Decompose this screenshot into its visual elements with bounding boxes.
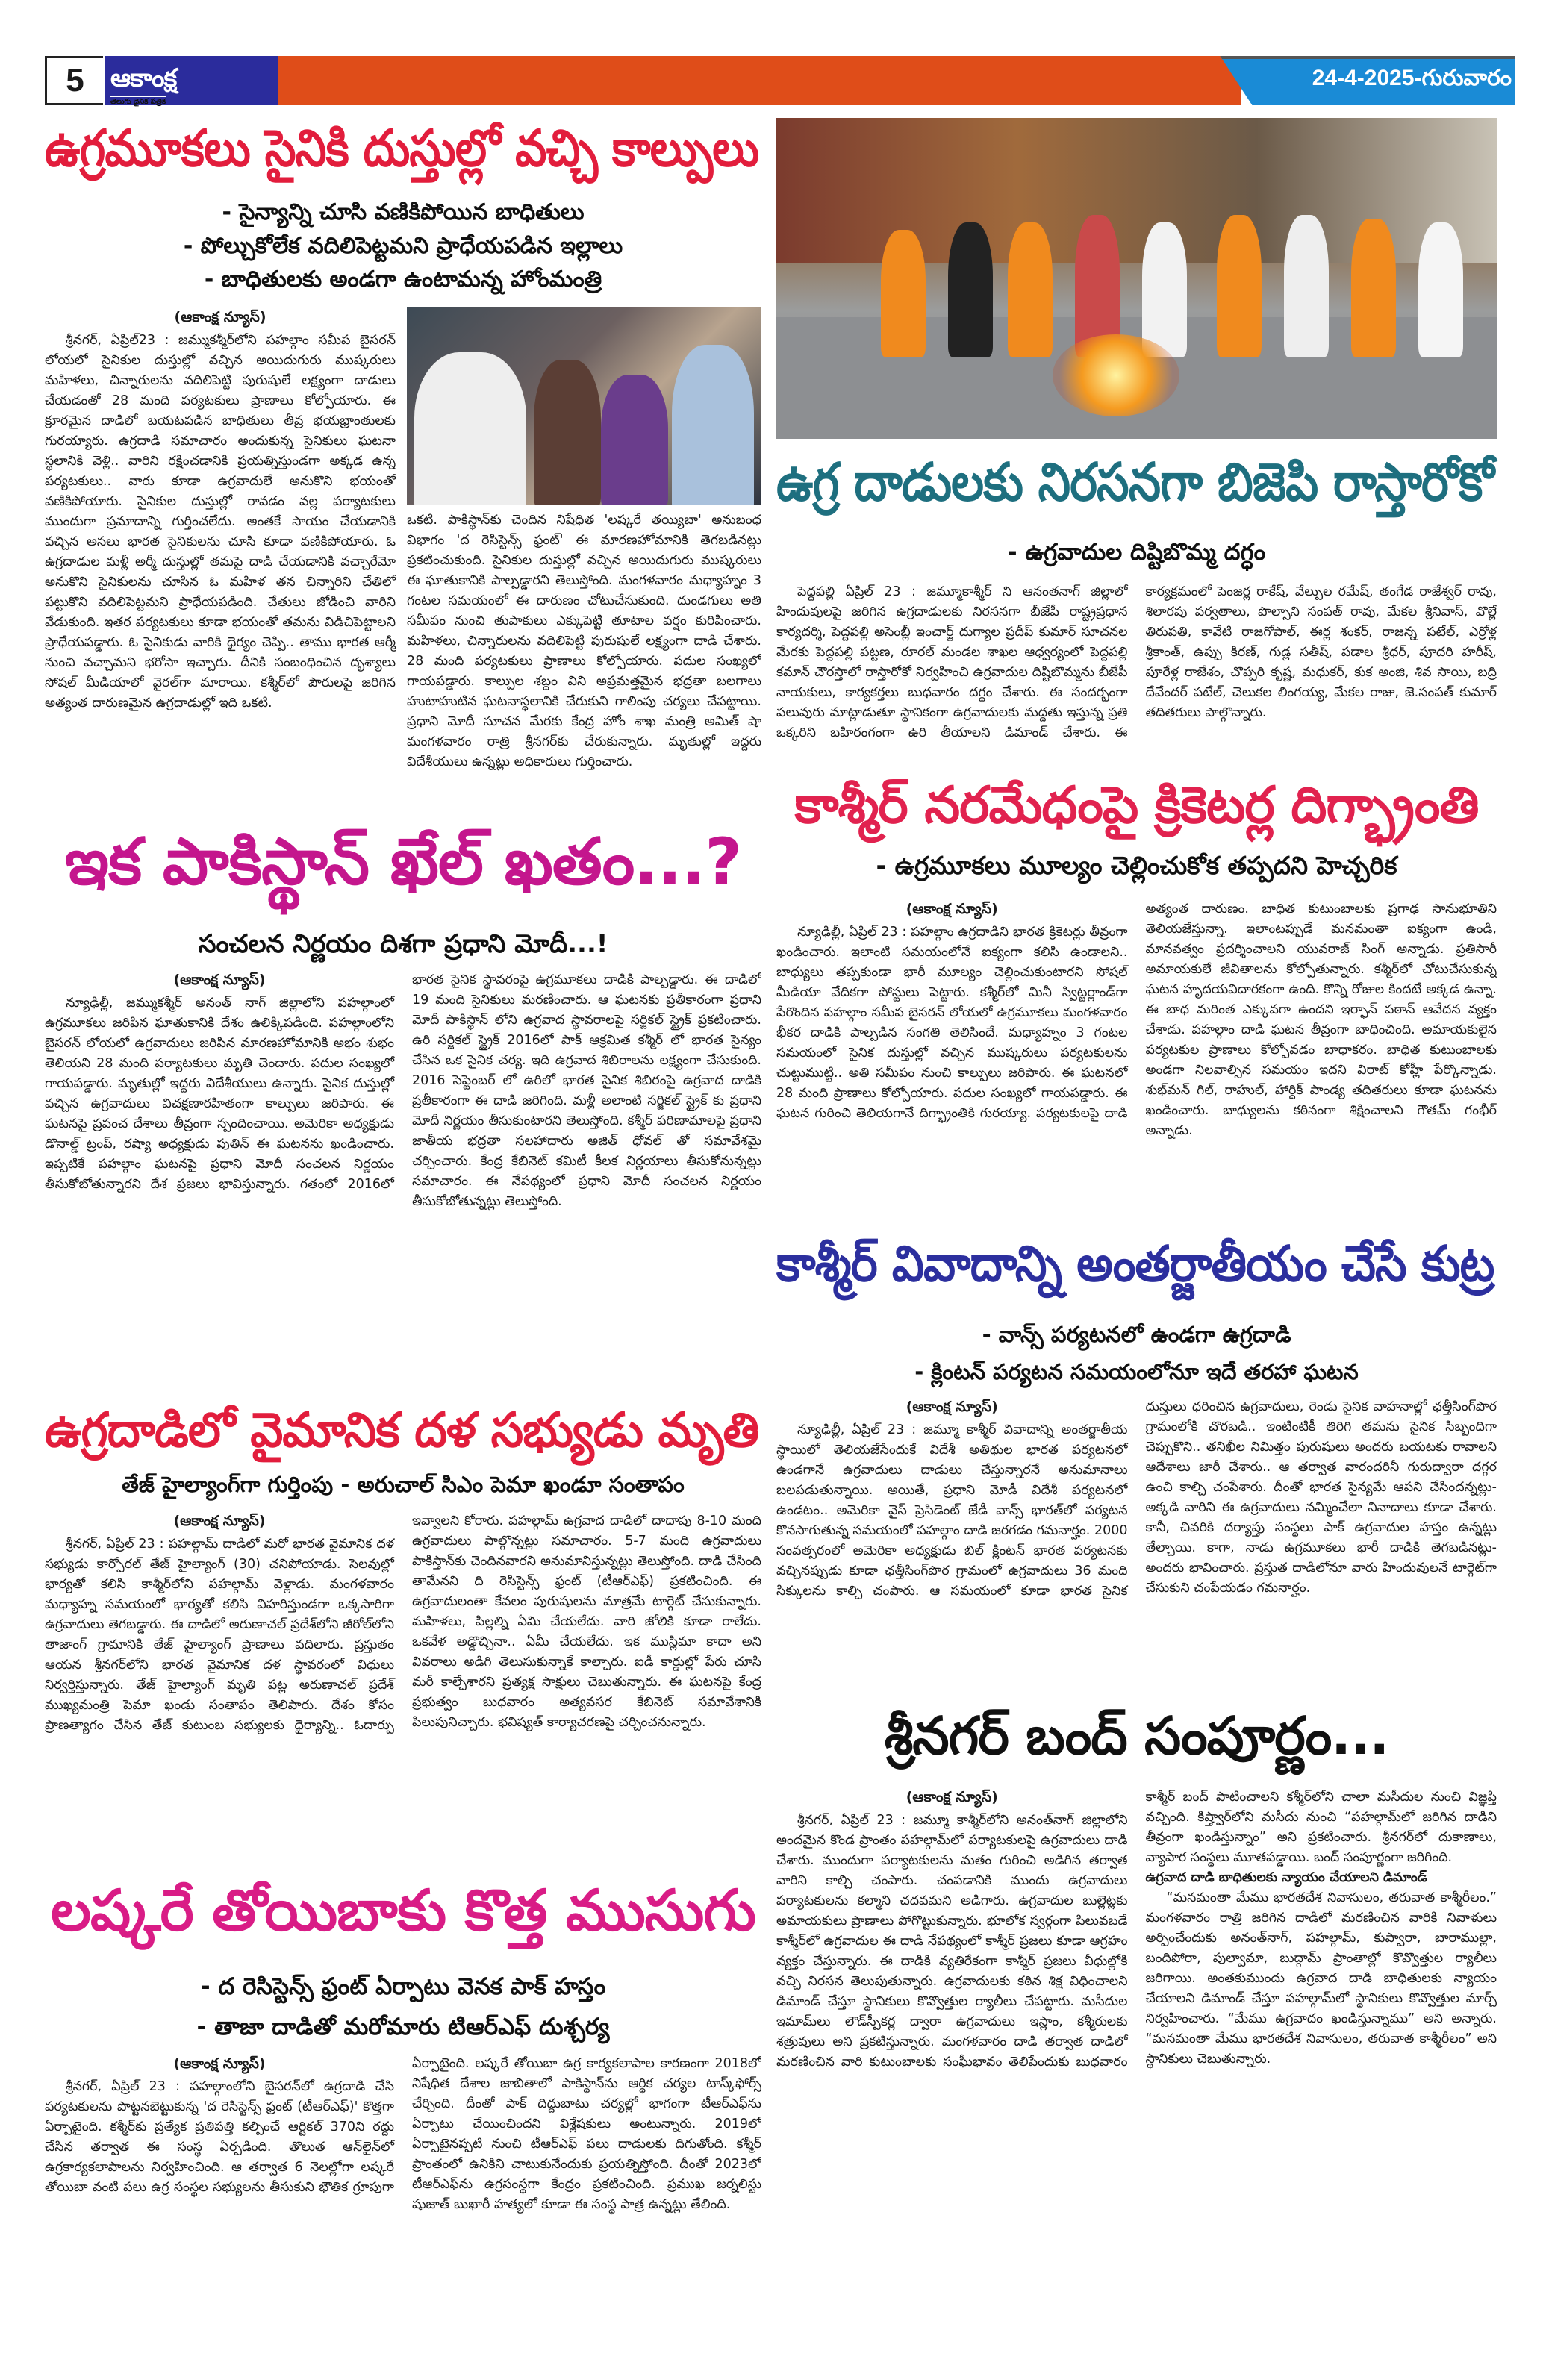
body-text: న్యూఢిల్లీ, ఏప్రిల్ 23 : జమ్మూ కాశ్మీర్ వివాదాన్ని అంతర్జాతీయ స్థాయిలో తెలియజేసేందుకే విదేశీ అతిథుల భారత పర్యటనలో ఉండగానే ఉగ్రవాదులు దాడులు చేస్తున్నారనే అనుమానాలు బలపడుతున్నాయి. అయితే, ప్రధాని మోడీ విదేశీ పర్యటనలో ఉండటం.. అమెరికా వైస్ ప్రెసిడెంట్ జేడీ వాన్స్ భారత్‌లో పర్యటన కొనసాగుతున్న సమయంలో పహల్గాం దాడి జరగడం గమనార్హం. 2000 సంవత్సరంలో అమెరికా అధ్యక్షుడు బిల్ క్లింటన్ భారత పర్యటనకు వచ్చినప్పుడు కూడా ఛత్తీసింగ్‌పొర గ్రామంలో ఉగ్రవాదులు 36 మంది సిక్కులను కాల్చి చంపారు. ఆ సమయంలో కూడా భారత సైనిక దుస్తులు ధరించిన ఉగ్రవాదులు, రెండు సైనిక వాహనాల్లో ఛత్తీసింగ్‌పొర గ్రామంలోకి చొరబడి.. ఇంటింటికీ తిరిగి తమను సైనిక సిబ్బందిగా చెప్పుకొని.. తనిఖీల నిమిత్తం పురుషులు అందరు బయటకు రావాలని ఆదేశాలు జారీ చేశారు.. ఆ తర్వాత వారందరినీ గురుద్వారా దగ్గర ఉంచి కాల్చి చంపేశారు. దీంతో భారత సైన్యమే ఆపని చేసిందన్నట్లు- అక్కడి వారిని ఈ ఉగ్రవాదులు నమ్మించేలా నినాదాలు కూడా చేశారు. కానీ, చివరికి దర్యాప్తు సంస్థలు పాక్ ఉగ్రవాదుల హస్తం ఉన్నట్లు తేల్చాయి. కాగా, నాడు ఉగ్రమూకలు భారీ దాడికి తెగబడినట్లు- అందరు భావించారు. ప్రస్తుత దాడిలోనూ వారు హిందువులనే టార్గెట్‌గా చేసుకుని చంపేయడం గమనార్హం.: [776, 1399, 1497, 1599]
subhead-a6: - ఉగ్రమూకలు మూల్యం చెల్లించుకోక తప్పదని హెచ్చరిక: [876, 851, 1397, 880]
news-credit: (ఆకాంక్ష న్యూస్): [173, 972, 266, 988]
article-body-a7: [776, 1397, 1497, 1696]
headline-bjp-rasta-roko: ఉగ్ర దాడులకు నిరసనగా బిజెపి రాస్తారోకో: [776, 452, 1494, 513]
article-body-a4: [45, 2054, 761, 2360]
page-number: 5: [45, 56, 103, 105]
subhead: - వాన్స్ పర్యటనలో ఉండగా ఉగ్రదాడి: [982, 1322, 1291, 1347]
issue-date: 24-4-2025-గురువారం: [1312, 66, 1512, 90]
subhead-a5: - ఉగ్రవాదుల దిష్టిబొమ్మ దగ్ధం: [1007, 539, 1266, 566]
article-body-a6: [776, 899, 1497, 1228]
header-band: [278, 56, 1241, 105]
subhead: - క్లింటన్ పర్యటన సమయంలోనూ ఇదే తరహా ఘటన: [914, 1359, 1359, 1384]
news-credit: (ఆకాంక్ష న్యూస్): [173, 1513, 266, 1529]
subhead-a2: సంచలన నిర్ణయం దిశగా ప్రధాని మోదీ...!: [198, 929, 608, 959]
body-text: పెద్దపల్లి ఏప్రిల్ 23 : జమ్మూకాశ్మీర్ ని ఆనంతనాగ్ జిల్లాలో హిందువులపై జరిగిన ఉగ్రదాడులకు నిరసనగా బీజేపీ రాష్ట్రప్రధాన కార్యదర్శి, పెద్దపల్లి అసెంబ్లీ ఇంచార్జ్ దుగ్యాల ప్రదీప్ కుమార్ సూచనల మేరకు పెద్దపల్లి పట్టణ, రూరల్ మండల శాఖల ఆధ్వర్యంలో పెద్దపల్లి కమాన్ చౌరస్తాలో రాస్తారోకో నిర్వహించి ఉగ్రవాదుల దిష్టిబొమ్మను బీజేపీ నాయకులు, కార్యకర్తలు బుధవారం దగ్ధం చేశారు. ఈ సందర్భంగా పలువురు మాట్లాడుతూ స్థానికంగా ఉగ్రవాదులకు మద్దతు ఇస్తున్న ప్రతి ఒక్కరిని బహిరంగంగా ఉరి తీయాలని డిమాండ్ చేశారు. ఈ కార్యక్రమంలో పెంజర్ల రాకేష్, వేల్పుల రమేష్, తంగేడ రాజేశ్వర్ రావు, శిలారపు పర్వతాలు, పొల్సాని సంపత్ రావు, మేకల శ్రీనివాస్, వొల్లే తిరుపతి, కావేటి రాజగోపాల్, ఈర్ల శంకర్, రాజన్న పటేల్, ఎర్రోళ్ల శ్రీకాంత్, ఉప్పు కిరణ్, గుడ్ల సతీష్, పడాల శ్రీధర్, పూదరి హరీష్, పూరేళ్ల రాజేశం, చొప్పరి కృష్ణ, మధుకర్, కుక అంజి, శివ సాయి, బద్రి దేవేందర్ పటేల్, చెలుకల లింగయ్య, మేకల రాజు, జె.సంపత్ కుమార్ తదితరులు పాల్గొన్నారు.: [776, 584, 1497, 740]
body-text: శ్రీనగర్, ఏప్రిల్ 23 : పహల్గామ్ దాడిలో మరో భారత వైమానిక దళ సభ్యుడు కార్పోరల్ తేజ్ హైల్యాంగ్ (30) చనిపోయాడు. సెలవుల్లో భార్యతో కలిసి కాశ్మీర్‌లోని పహల్గామ్ వెళ్లాడు. మంగళవారం మధ్యాహ్న సమయంలో భార్యతో కలిసి విహరిస్తుండగా ఒక్కసారిగా ఉగ్రవాదులు తెగబడ్డారు. ఈ దాడిలో అరుణాచల్ ప్రదేశ్‌లోని జీరోల్‌లోని తాజాంగ్ గ్రామానికి తేజ్ హైల్యాంగ్ ప్రాణాలు వదిలారు. ప్రస్తుతం ఆయన శ్రీనగర్‌లోని భారత వైమానిక దళ స్థావరంలో విధులు నిర్వర్తిస్తున్నారు. తేజ్ హైల్యాంగ్ మృతి పట్ల అరుణాచల్ ప్రదేశ్ ముఖ్యమంత్రి పెమా ఖండు సంతాపం తెలిపారు. దేశం కోసం ప్రాణత్యాగం చేసిన తేజ్ కుటుంబ సభ్యులకు ధైర్యాన్ని.. ఓదార్పు ఇవ్వాలని కోరారు. పహల్గామ్ ఉగ్రవాద దాడిలో దాదాపు 8-10 మంది ఉగ్రవాదులు పాల్గొన్నట్లు సమాచారం. 5-7 మంది ఉగ్రవాదులు పాకిస్తాన్‌కు చెందినవారని అనుమానిస్తున్నట్లు తెలుస్తోంది. దాడి చేసింది తామేనని ది రెసిస్టెన్స్ ఫ్రంట్ (టీఆర్ఎఫ్) ప్రకటించింది. ఈ ఉగ్రవాదులంతా కేవలం పురుషులను మాత్రమే టార్గెట్ చేసుకున్నారు. మహిళలు, పిల్లల్ని ఏమి చేయలేదు. వారి జోలికి కూడా రాలేదు. ఒకవేళ అడ్డొచ్చినా.. ఏమీ చేయలేదు. ఇక ముస్లిమా కాదా అని వివరాలు అడిగి తెలుసుకున్నాకే కాల్చారు. ఐడీ కార్డుల్లో పేరు చూసి మరీ కాల్చేశారని ప్రత్యక్ష సాక్షులు చెబుతున్నారు. ఈ ఘటనపై కేంద్ర ప్రభుత్వం బుధవారం అత్యవసర కేబినెట్ సమావేశానికి పిలుపునిచ్చారు. భవిష్యత్ కార్యాచరణపై చర్చించనున్నారు.: [45, 1514, 761, 1733]
news-credit: (ఆకాంక్ష న్యూస్): [905, 1399, 998, 1415]
headline-srinagar-bandh: శ్రీనగర్ బంద్ సంపూర్ణం...: [884, 1705, 1389, 1767]
body-text: శ్రీనగర్, ఏప్రిల్ 23 : పహల్గాంలోని బైసరన్‌లో ఉగ్రదాడి చేసి పర్యటకులను పొట్టనబెట్టుకున్న 'ద రెసిస్టెన్స్ ఫ్రంట్ (టీఆర్ఎఫ్)' కొత్తగా ఏర్పాటైంది. కశ్మీర్‌కు ప్రత్యేక ప్రతిపత్తి కల్పించే ఆర్టికల్ 370ని రద్దు చేసిన తర్వాత ఈ సంస్థ ఏర్పడింది. తొలుత ఆన్‌లైన్‌లో ఉగ్రకార్యకలాపాలను నిర్వహించింది. ఆ తర్వాత 6 నెలల్లోగా లష్కరే తోయిబా వంటి పలు ఉగ్ర సంస్థల సభ్యులను తీసుకుని భౌతిక గ్రూపుగా ఏర్పాటైంది. లష్కరే తోయిబా ఉగ్ర కార్యకలాపాల కారణంగా 2018లో నిషేధిత దేశాల జాబితాలో పాకిస్థాన్‌ను ఆర్థిక చర్యల టాస్క్‌ఫోర్స్ చేర్చింది. దీంతో పాక్ దిద్దుబాటు చర్యల్లో భాగంగా టీఆర్ఎఫ్‌ను ఏర్పాటు చేయించిందని విశ్లేషకులు అంటున్నారు. 2019లో ఏర్పాటైనప్పటి నుంచి టీఆర్ఎఫ్ పలు దాడులకు దిగుతోంది. కశ్మీర్ ప్రాంతంలో ఉనికిని చాటుకునేందుకు ప్రయత్నిస్తోంది. దీంతో 2023లో టీఆర్ఎఫ్‌ను ఉగ్రసంస్థగా కేంద్రం ప్రకటించింది. ప్రముఖ జర్నలిస్టు షుజాత్ బుఖారీ హత్యలో కూడా ఈ సంస్థ పాత్ర ఉన్నట్లు తేలింది.: [45, 2056, 761, 2212]
headline-lashkar-new-mask: లష్కరే తోయిబాకు కొత్త ముసుగు: [51, 1877, 755, 1943]
article-body-a5: [776, 582, 1497, 765]
article-body-a2: [45, 970, 761, 1396]
logo-name: ఆకాంక్ష: [110, 63, 177, 93]
body-text: శ్రీనగర్, ఏప్రిల్23 : జమ్ముకశ్మీర్‌లోని పహల్గాం సమీప బైసరన్ లోయలో సైనికుల దుస్తుల్లో వచ్చిన అయిదుగురు ముష్కరులు మహిళలు, చిన్నారులను వదిలిపెట్టి పురుషులే లక్ష్యంగా దాడులు చేయడంతో 28 మంది పర్యటకులు ప్రాణాలు కోల్పోయారు. ఈ క్రూరమైన దాడిలో బయటపడిన బాధితులు తీవ్ర భయభ్రాంతులకు గురయ్యారు. ఉగ్రదాడి సమాచారం అందుకున్న సైనికులు ఘటనా స్థలానికి వెళ్లి.. వారిని రక్షించడానికి ప్రయత్నిస్తుండగా అక్కడ ఉన్న పర్యటకులు.. వారు కూడా ఉగ్రవాదులే అనుకొని భయంతో వణికిపోయారు. సైనికుల దుస్తుల్లో రావడం వల్ల పర్యాటకులు ముందుగా ప్రమాదాన్ని గుర్తించలేదు. అంతకే సాయం చేయడానికి వచ్చిన అసలు భారత సైనికులను చూసి కూడా వణికిపోయారు. ఓ ఉగ్రదాడుల మళ్లీ అర్మీ దుస్తుల్లో తమపై దాడి చేయడానికి వచ్చారేమో అనుకొని సైనికులను చూసిన ఓ మహిళ తన చిన్నారిని చేతిలో పట్టుకొని వదిలిపెట్టమని ప్రాధేయపడింది. చేతులు జోడించి వారిని వేడుకుంది. ఇతర పర్యటకులు కూడా భయంతో తమను విడిచిపెట్టాలని ప్రాధేయపడ్డారు. ఓ సైనికుడు వారికి ధైర్యం చెప్పి.. తాము భారత ఆర్మీ నుంచి వచ్చామని భరోసా ఇచ్చారు. దీనికి సంబంధించిన దృశ్యాలు సోషల్ మీడియాలో వైరల్‌గా మారాయి. కశ్మీర్‌లో పౌరులపై జరిగిన అత్యంత దారుణమైన ఉగ్రదాడుల్లో ఇది ఒకటి.: [45, 333, 396, 710]
news-credit: (ఆకాంక్ష న్యూస్): [173, 2055, 266, 2072]
logo-registration: [110, 57, 272, 64]
subhead-a3: తేజ్ హైల్యాంగ్‌గా గుర్తింపు - అరుచాల్ సిఎం పెమా ఖండూ సంతాపం: [122, 1472, 685, 1497]
headline-pakistan-game-over: ఇక పాకిస్థాన్ ఖేల్ ఖతం...?: [64, 825, 742, 899]
subhead: - తాజా దాడితో మరోమారు టిఆర్ఎఫ్ దుశ్చర్య: [196, 2014, 610, 2040]
subhead: - బాధితులకు అండగా ఉంటామన్న హోంమంత్రి: [204, 266, 602, 293]
article-body-a3: [45, 1511, 761, 1862]
subheads-a7: [776, 1316, 1497, 1390]
headline-airforce-member-killed: ఉగ్రదాడిలో వైమానిక దళ సభ్యుడు మృతి: [45, 1403, 758, 1458]
photo-home-minister-meets-victims: [407, 307, 761, 505]
photo-bjp-protest-effigy-burning: [776, 118, 1497, 439]
article-body-a8: [776, 1787, 1497, 2362]
article-body-a1-cont: [407, 510, 761, 806]
body-text: ఒకటి. పాకిస్థాన్‌కు చెందిన నిషేధిత 'లష్కరే తయ్యిబా' అనుబంధ విభాగం 'ద రెసిస్టెన్స్ ఫ్రంట్' ఈ మారణహోమానికి తెగబడినట్లు ప్రకటించుకుంది. సైనికుల దుస్తుల్లో వచ్చిన అయిదుగురు ముష్కరులు ఈ ఘాతుకానికి పాల్పడ్డారని తెలుస్తోంది. మంగళవారం మధ్యాహ్నం 3 గంటల సమయంలో ఈ దారుణం చోటుచేసుకుంది. దుండగులు అతి సమీపం నుంచి తుపాకులు ఎక్కుపెట్టి తూటాల వర్షం కురిపించారు. మహిళలు, చిన్నారులను వదిలిపెట్టి పురుషులే లక్ష్యంగా దాడి చేశారు. 28 మంది పర్యటకులు ప్రాణాలు కోల్పోయారు. పదుల సంఖ్యలో గాయపడ్డారు. కాల్పుల శబ్దం విని అప్రమత్తమైన భద్రతా బలగాలు హుటాహుటిన ఘటనాస్థలానికి చేరుకుని గాలింపు చర్యలు చేపట్టాయి. ప్రధాని మోదీ సూచన మేరకు కేంద్ర హోం శాఖ మంత్రి అమిత్ షా మంగళవారం రాత్రి శ్రీనగర్‌కు చేరుకున్నారు. మృతుల్లో ఇద్దరు విదేశీయులు ఉన్నట్లు అధికారులు గుర్తించారు.: [407, 513, 761, 769]
logo-tagline: తెలుగు దైనిక పత్రిక: [110, 98, 166, 106]
subhead: - ద రెసిస్టెన్స్ ఫ్రంట్ ఏర్పాటు వెనక పాక్ హస్తం: [200, 1973, 606, 2000]
body-text: న్యూఢిల్లీ, జమ్ముకశ్మీర్ అనంత్ నాగ్ జిల్లాలోని పహల్గాంలో ఉగ్రమూకలు జరిపిన ఘాతుకానికి దేశం ఉలిక్కిపడింది. పహల్గాంలోని బైసరన్ లోయలో ఉగ్రవాదులు జరిపిన మారణహోమానికి అభం శుభం తెలియని 28 మంది పర్యాటకులు మృతి చెందారు. పదుల సంఖ్యలో గాయపడ్డారు. మృతుల్లో ఇద్దరు విదేశీయులు ఉన్నారు. సైనిక దుస్తుల్లో వచ్చిన ఉగ్రవాదులు విచక్షణారహితంగా కాల్పులు జరిపారు. ఈ ఘటనపై ప్రపంచ దేశాలు తీవ్రంగా స్పందించాయి. అమెరికా అధ్యక్షుడు డొనాల్డ్ ట్రంప్, రష్యా అధ్యక్షుడు పుతిన్ ఈ ఘటనను ఖండించారు. ఇప్పటికే పహల్గాం ఘటనపై ప్రధాని మోదీ సంచలన నిర్ణయం తీసుకోబోతున్నారని దేశ ప్రజలు భావిస్తున్నారు. గతంలో 2016లో భారత సైనిక స్థావరంపై ఉగ్రమూకలు దాడికి పాల్పడ్డారు. ఈ దాడిలో 19 మంది సైనికులు మరణించారు. ఆ ఘటనకు ప్రతీకారంగా ప్రధాని మోదీ పాకిస్థాన్ లోని ఉగ్రవాద స్థావరాలపై సర్జికల్ స్ట్రైక్ ప్రకటించారు. ఉరి సర్జికల్ స్ట్రైక్ 2016లో పాక్ ఆక్రమిత కశ్మీర్ లో భారత సైన్యం చేసిన ఒక సైనిక చర్య. ఇది ఉగ్రవాద శిబిరాలను లక్ష్యంగా చేసుకుంది. 2016 సెప్టెంబర్ లో ఉరిలో భారత సైనిక శిబిరంపై ఉగ్రవాద దాడికి ప్రతీకారంగా ఈ దాడి జరిగింది. మళ్లీ అలాంటి సర్జికల్ స్ట్రైక్ కు ప్రధాని మోదీ నిర్ణయం తీసుకుంటారని తెలుస్తోంది. కశ్మీర్ పరిణామాలపై ప్రధాని జాతీయ భద్రతా సలహాదారు అజిత్ ధోవల్ తో సమావేశమై చర్చించారు. కేంద్ర కేబినెట్ కమిటీ కీలక నిర్ణయాలు తీసుకోనున్నట్లు సమాచారం. ఈ నేపథ్యంలో ప్రధాని మోదీ సంచలన నిర్ణయం తీసుకోబోతున్నట్లు తెలుస్తోంది.: [45, 972, 761, 1209]
body-text: శ్రీనగర్, ఏప్రిల్ 23 : జమ్మూ కాశ్మీర్‌లోని అనంత్‌నాగ్ జిల్లాలోని అందమైన కొండ ప్రాంతం పహల్గామ్‌లో పర్యాటకులపై ఉగ్రవాదులు దాడి చేశారు. ముందుగా పర్యాటకులను మతం గురించి అడిగిన తర్వాత వారిని కాల్చి చంపారు. చంపడానికి ముందు ఉగ్రవాదులు పర్యాటకులను కల్మాని చదవమని అడిగారు. ఉగ్రవాదుల బుల్లెట్లకు అమాయకులు ప్రాణాలు పోగొట్టుకున్నారు. భూలోక స్వర్గంగా పిలువబడే కాశ్మీర్‌లో ఉగ్రవాదుల ఈ దాడి నేపథ్యంలో కాశ్మీర్ ప్రజలు కూడా ఆగ్రహం వ్యక్తం చేస్తున్నారు. ఈ దాడికి వ్యతిరేకంగా కాశ్మీర్ ప్రజలు వీధుల్లోకి వచ్చి నిరసన తెలుపుతున్నారు. ఉగ్రవాదులకు కఠిన శిక్ష విధించాలని డిమాండ్ చేస్తూ స్థానికులు కొవ్వొత్తుల ర్యాలీలు చేపట్టారు. మసీదుల ఇమామ్‌లు లౌడ్‌స్పీకర్ల ద్వారా ఉగ్రవాదులు ఇస్లాం, కశ్మీరులకు శత్రువులు అని ప్రకటిస్తున్నారు. మంగళవారం దాడి తర్వాత దాడిలో మరణించిన వారి కుటుంబాలకు సంఘీభావం తెలిపేందుకు బుధవారం కాశ్మీర్ బంద్ పాటించాలని కశ్మీర్‌లోని చాలా మసీదుల నుంచి విజ్ఞప్తి వచ్చింది. కిష్త్వార్‌లోని మసీదు నుంచి “పహల్గామ్‌లో జరిగిన దాడిని తీవ్రంగా ఖండిస్తున్నాం” అని ప్రకటించారు. శ్రీనగర్‌లో దుకాణాలు, వ్యాపార సంస్థలు మూతపడ్డాయి. బంద్ సంపూర్ణంగా జరిగింది.: [776, 1790, 1497, 2070]
headline-kashmir-internationalise-conspiracy: కాశ్మీర్ వివాదాన్ని అంతర్జాతీయం చేసే కుట్ర: [776, 1235, 1494, 1293]
subheads-a1: [45, 196, 761, 296]
article-body-a1: [45, 307, 396, 806]
subhead: - సైన్యాన్ని చూసి వణికిపోయిన బాధితులు: [222, 199, 585, 225]
headline-soldier-disguise: ఉగ్రమూకలు సైనికి దుస్తుల్లో వచ్చి కాల్పులు: [45, 119, 759, 178]
subheads-a4: [45, 1967, 761, 2047]
subhead: - పోల్చుకోలేక వదిలిపెట్టమని ప్రాధేయపడిన ఇల్లాలు: [183, 233, 623, 259]
body-text: న్యూఢిల్లీ, ఏప్రిల్ 23 : పహల్గాం ఉగ్రదాడిని భారత క్రికెటర్లు తీవ్రంగా ఖండించారు. ఇలాంటి సమయంలోనే ఐక్యంగా కలిసి ఉండాలని.. బాధ్యులు తప్పకుండా భారీ మూల్యం చెల్లించుకుంటారని సోషల్ మీడియా వేదికగా పోస్టులు పెట్టారు. కశ్మీర్‌లో మినీ స్విట్జర్లాండ్‌గా పేరొందిన పహల్గాం సమీప బైసరన్ లోయలో ఉగ్రమూకలు మంగళవారం భీకర దాడికి పాల్పడిన సంగతి తెలిసిందే. మధ్యాహ్నం 3 గంటల సమయంలో సైనిక దుస్తుల్లో వచ్చిన ముష్కరులు పర్యటకులను చుట్టుముట్టి.. అతి సమీపం నుంచి కాల్పులు జరిపారు. ఈ ఘటనలో 28 మంది ప్రాణాలు కోల్పోయారు. పదుల సంఖ్యలో గాయపడ్డారు. ఈ ఘటన గురించి తెలియగానే దిగ్భ్రాంతికి గురయ్యా. పర్యటకులపై దాడి అత్యంత దారుణం. బాధిత కుటుంబాలకు ప్రగాఢ సానుభూతిని తెలియజేస్తున్నా. ఇలాంటప్పుడే మనమంతా ఐక్యంగా ఉండి, మానవత్వం ప్రదర్శించాలని యువరాజ్ సింగ్ అన్నాడు. ప్రతిసారీ అమాయకులే జీవితాలను కోల్పోతున్నారు. కశ్మీర్‌లో చోటుచేసుకున్న ఘటన హృదయవిదారకంగా ఉంది. కొన్ని రోజుల కిందటే అక్కడ ఉన్నా. ఈ బాధ మరింత ఎక్కువగా ఉందని ఇర్ఫాన్ పఠాన్ ఆవేదన వ్యక్తం చేశాడు. పహల్గాం దాడి ఘటన తీవ్రంగా బాధించింది. అమాయకులైన పర్యటకుల ప్రాణాలు కోల్పోవడం బాధాకరం. బాధిత కుటుంబాలకు అండగా నిలవాల్సిన సమయం ఇదని విరాట్ కోహ్లీ పేర్కొన్నాడు. శుభ్‌మన్ గిల్, రాహుల్, హార్దిక్ పాండ్య తదితరులు కూడా ఘటనను ఖండించారు. బాధ్యులను కఠినంగా శిక్షించాలని గౌతమ్ గంభీర్ అన్నాడు.: [776, 902, 1497, 1138]
body-text: “మనమంతా మేము భారతదేశ నివాసులం, తరువాత కాశ్మీరీలం.” మంగళవారం రాత్రి జరిగిన దాడిలో మరణించిన వారికి నివాళులు అర్పించేందుకు అనంత్‌నాగ్, పహల్గామ్, కుప్వారా, బారాముల్లా, బందిపోరా, పుల్వామా, బుద్గామ్ ప్రాంతాల్లో కొవ్వొత్తుల ర్యాలీలు జరిగాయి. అంతకుముందు ఉగ్రవాద దాడి బాధితులకు న్యాయం చేయాలని డిమాండ్ చేస్తూ పహల్గామ్‌లో స్థానికులు కొవ్వొత్తుల మార్చ్ నిర్వహించారు. “మేము ఉగ్రవాదం ఖండిస్తున్నాము” అని అన్నారు. “మనమంతా మేము భారతదేశ నివాసులం, తరువాత కాశ్మీరీలం” అని స్థానికులు చెబుతున్నారు.: [1145, 1890, 1497, 2067]
headline-cricketers-shocked: కాశ్మీర్ నరమేధంపై క్రికెటర్ల దిగ్భ్రాంతి: [794, 776, 1479, 835]
inline-subheading: ఉగ్రవాద దాడి బాధితులకు న్యాయం చేయాలని డిమాండ్: [1145, 1870, 1427, 1885]
newspaper-logo: [105, 56, 278, 105]
news-credit: (ఆకాంక్ష న్యూస్): [905, 901, 998, 917]
news-credit: (ఆకాంక్ష న్యూస్): [905, 1789, 998, 1805]
news-credit: (ఆకాంక్ష న్యూస్): [174, 309, 266, 325]
